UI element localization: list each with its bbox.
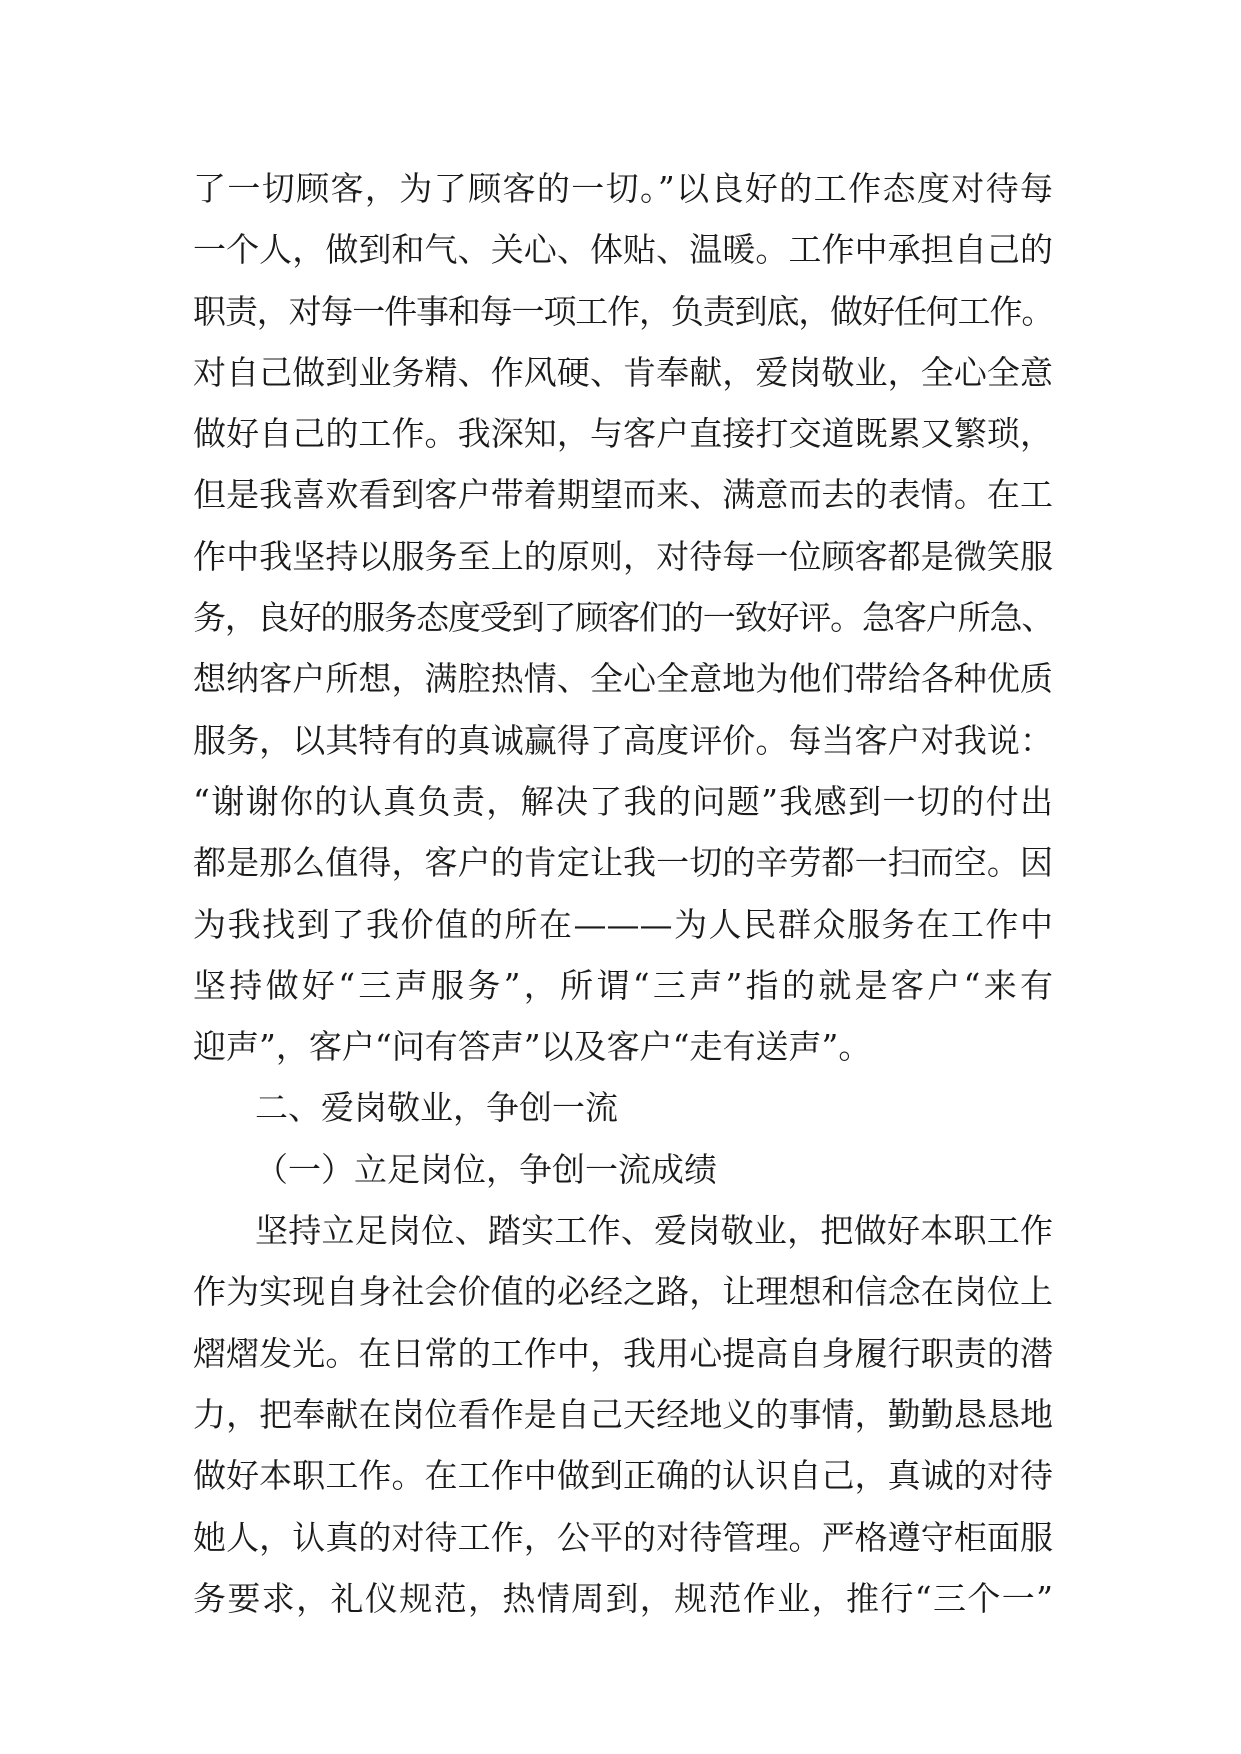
body-text <box>193 158 1053 1629</box>
text-line: 做好本职工作。在工作中做到正确的认识自己，真诚的对待 <box>193 1456 1053 1496</box>
text-line: 迎声”，客户“问有答声”以及客户“走有送声”。 <box>193 1027 872 1067</box>
text-line: 作为实现自身社会价值的必经之路，让理想和信念在岗位上 <box>193 1272 1053 1312</box>
text-line: 一个人，做到和气、关心、体贴、温暖。工作中承担自己的 <box>193 230 1053 270</box>
text-line: 对自己做到业务精、作风硬、肯奉献，爱岗敬业，全心全意 <box>193 352 1053 392</box>
text-line: 力，把奉献在岗位看作是自己天经地义的事情，勤勤恳恳地 <box>193 1394 1053 1434</box>
paragraph-first-line: 坚持立足岗位、踏实工作、爱岗敬业，把做好本职工作 <box>255 1211 1053 1251</box>
text-line: 想纳客户所想，满腔热情、全心全意地为他们带给各种优质 <box>193 659 1053 699</box>
text-line: 服务，以其特有的真诚赢得了高度评价。每当客户对我说： <box>193 720 1053 760</box>
text-line: 了一切顾客，为了顾客的一切。”以良好的工作态度对待每 <box>193 169 1053 208</box>
text-line: 熠熠发光。在日常的工作中，我用心提高自身履行职责的潜 <box>193 1333 1053 1373</box>
text-line: 但是我喜欢看到客户带着期望而来、满意而去的表情。在工 <box>193 475 1053 515</box>
text-line: 她人，认真的对待工作，公平的对待管理。严格遵守柜面服 <box>193 1517 1053 1557</box>
text-line: 作中我坚持以服务至上的原则，对待每一位顾客都是微笑服 <box>193 536 1053 576</box>
text-line: 都是那么值得，客户的肯定让我一切的辛劳都一扫而空。因 <box>193 843 1053 883</box>
text-line: “谢谢你的认真负责，解决了我的问题”我感到一切的付出 <box>193 781 1053 821</box>
text-line: 为我找到了我价值的所在———为人民群众服务在工作中 <box>193 904 1053 944</box>
text-line: 坚持做好“三声服务”，所谓“三声”指的就是客户“来有 <box>193 965 1053 1005</box>
text-line: 做好自己的工作。我深知，与客户直接打交道既累又繁琐， <box>193 414 1053 454</box>
text-line: 职责，对每一件事和每一项工作，负责到底，做好任何工作。 <box>193 291 1053 331</box>
subsection-heading: （一）立足岗位，争创一流成绩 <box>255 1149 717 1189</box>
section-heading: 二、爱岗敬业，争创一流 <box>255 1088 618 1128</box>
text-line: 务要求，礼仪规范，热情周到，规范作业，推行“三个一” <box>193 1578 1053 1618</box>
text-line: 务，良好的服务态度受到了顾客们的一致好评。急客户所急、 <box>193 598 1053 638</box>
